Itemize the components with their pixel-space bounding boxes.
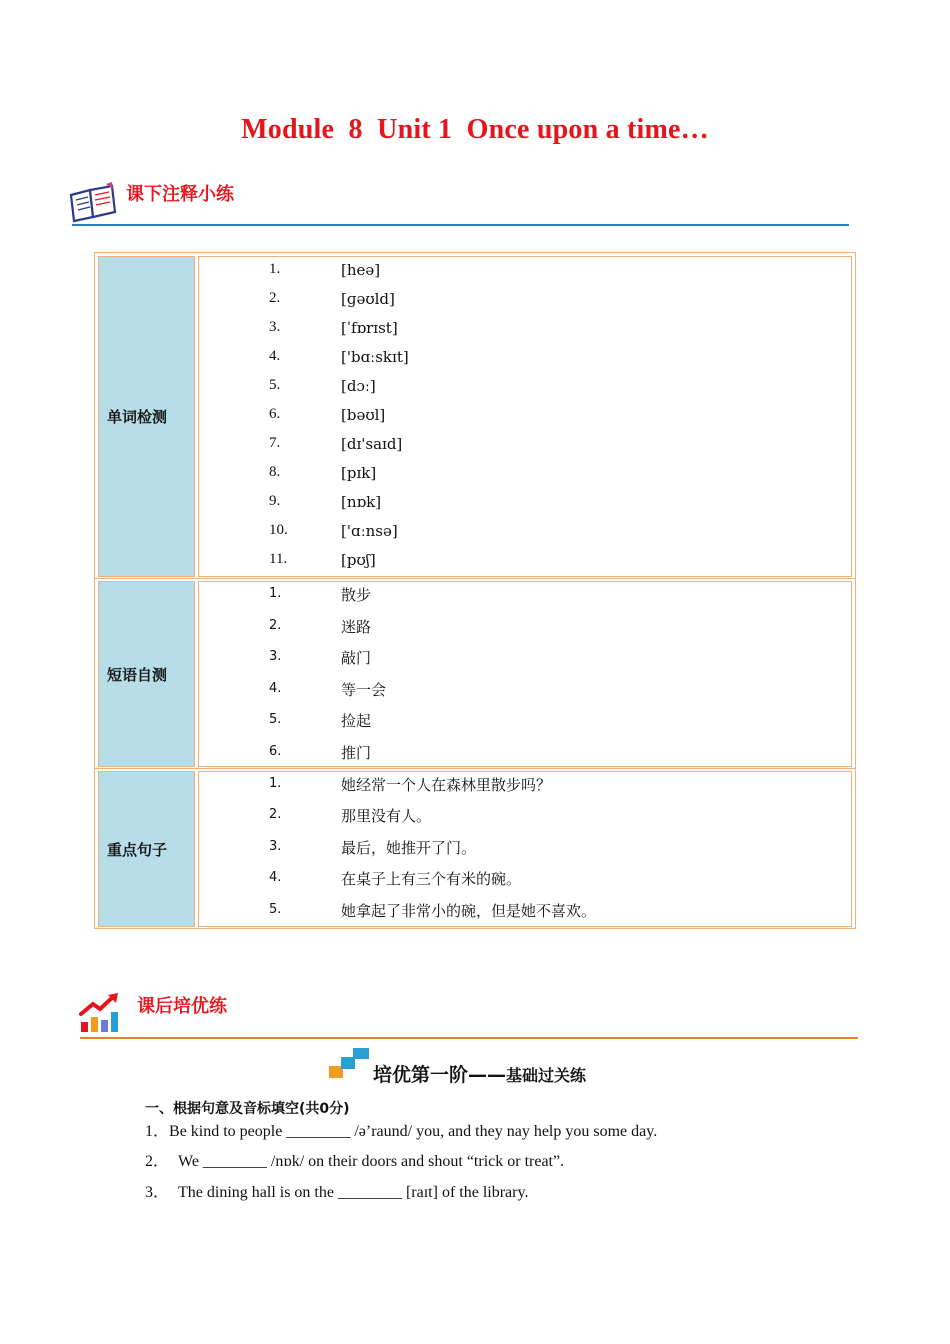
list-item: 1. [heə] — [269, 261, 381, 279]
exercise-heading: 一、根据句意及音标填空(共0分) — [145, 1101, 350, 1117]
list-item: 3. 最后，她推开了门。 — [269, 839, 477, 857]
question-text: Be kind to people ________ /ə’raund/ you, and they nay help you some day. — [169, 1123, 658, 1140]
divider-orange — [80, 1037, 858, 1039]
question-item — [145, 1179, 528, 1202]
list-item: 1. 她经常一个人在森林里散步吗？ — [269, 776, 552, 794]
question-number: 3． — [145, 1184, 170, 1201]
list-item: 5. 她拿起了非常小的碗，但是她不喜欢。 — [269, 902, 597, 920]
section-heading-practice: 课后培优练 — [137, 996, 227, 1017]
question-text: The dining hall is on the ________ [raɪt] of the library. — [178, 1184, 529, 1201]
row-label: 重点句子 — [98, 771, 195, 927]
list-item: 5. 捡起 — [269, 712, 372, 730]
list-item: 4. ['bɑːskɪt] — [269, 348, 409, 366]
list-item: 6. [bəʊl] — [269, 406, 386, 424]
list-item: 9. [nɒk] — [269, 493, 382, 511]
list-item: 2. 那里没有人。 — [269, 807, 432, 825]
list-item: 4. 等一会 — [269, 681, 387, 699]
list-item: 5. [dɔː] — [269, 377, 376, 395]
question-text: We ________ /nɒk/ on their doors and shout “trick or treat”. — [178, 1153, 565, 1170]
list-item: 3. [ˈfɒrɪst] — [269, 319, 398, 337]
list-item: 3. 敲门 — [269, 649, 372, 667]
list-item: 11. [pʊʃ] — [269, 551, 376, 569]
question-number: 1． — [145, 1123, 170, 1140]
page-title: Module 8 Unit 1 Once upon a time… — [241, 114, 709, 145]
list-item: 6. 推门 — [269, 744, 372, 762]
question-number: 2． — [145, 1153, 170, 1170]
list-item: 8. [pɪk] — [269, 464, 377, 482]
section-heading-notes: 课下注释小练 — [126, 184, 234, 205]
vocab-table — [94, 252, 856, 929]
list-item: 4. 在桌子上有三个有米的碗。 — [269, 870, 522, 888]
list-item: 10. ['ɑːnsə] — [269, 522, 398, 540]
list-item: 1. 散步 — [269, 586, 372, 604]
divider-blue — [72, 224, 849, 226]
list-item: 7. [dɪ'saɪd] — [269, 435, 403, 453]
list-item: 2. 迷路 — [269, 618, 372, 636]
row-label: 短语自测 — [98, 581, 195, 767]
row-content — [198, 581, 852, 767]
row-content — [198, 256, 852, 577]
open-book-icon — [68, 181, 118, 223]
steps-icon — [328, 1046, 372, 1080]
list-item: 2. [ɡəʊld] — [269, 290, 395, 308]
table-row-sentences — [95, 768, 855, 928]
growth-chart-icon — [78, 992, 124, 1034]
question-item — [145, 1148, 564, 1171]
row-label: 单词检测 — [98, 256, 195, 577]
question-item — [145, 1118, 657, 1141]
level-title: 培优第一阶——基础过关练 — [373, 1064, 587, 1086]
table-row-phrases — [95, 578, 855, 768]
table-row-words — [95, 253, 855, 578]
row-content — [198, 771, 852, 927]
